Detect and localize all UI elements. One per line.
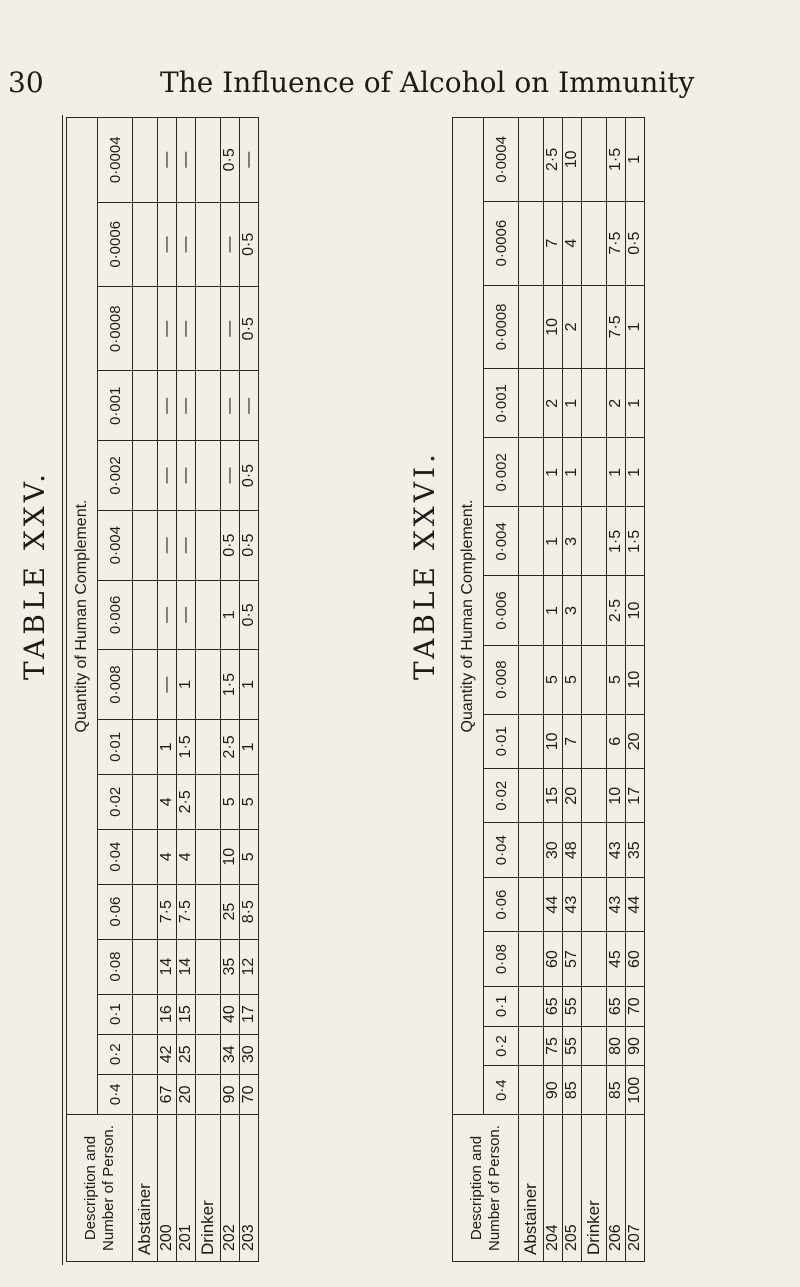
value-cell: 10 — [563, 118, 582, 202]
value-cell: 1 — [544, 438, 563, 507]
value-cell: 5 — [607, 645, 626, 714]
empty-cell — [133, 719, 158, 774]
empty-cell — [582, 118, 607, 202]
empty-cell — [582, 1026, 607, 1066]
group-label: Drinker — [196, 1115, 221, 1262]
person-number: 204 — [544, 1115, 563, 1262]
value-cell: 1·5 — [177, 719, 196, 774]
empty-cell — [133, 118, 158, 203]
complement-table — [452, 117, 645, 1262]
person-number: 200 — [158, 1115, 177, 1262]
page-number: 30 — [8, 66, 44, 99]
value-cell: 90 — [626, 1026, 645, 1066]
value-cell: 16 — [158, 994, 177, 1034]
empty-cell — [133, 287, 158, 371]
value-cell: 20 — [177, 1074, 196, 1114]
value-cell: 55 — [563, 986, 582, 1026]
empty-cell — [133, 580, 158, 650]
empty-cell — [196, 884, 221, 939]
value-cell: 44 — [544, 877, 563, 931]
empty-cell — [196, 829, 221, 884]
value-cell: 7·5 — [158, 884, 177, 939]
empty-cell — [519, 201, 544, 285]
value-cell: — — [158, 287, 177, 371]
value-cell: 2 — [544, 369, 563, 438]
empty-cell — [582, 932, 607, 986]
value-cell: — — [158, 202, 177, 286]
value-cell: — — [221, 287, 240, 371]
value-cell: — — [221, 441, 240, 511]
value-cell: 0·5 — [240, 580, 259, 650]
value-cell: — — [158, 371, 177, 441]
table-row — [240, 118, 259, 1262]
table-row — [563, 118, 582, 1262]
value-cell: 1 — [563, 438, 582, 507]
empty-cell — [133, 441, 158, 511]
value-cell: 10 — [626, 645, 645, 714]
empty-cell — [519, 369, 544, 438]
column-header: 0·001 — [98, 371, 133, 441]
empty-cell — [196, 510, 221, 580]
value-cell: 43 — [607, 823, 626, 877]
value-cell: 6 — [607, 714, 626, 768]
value-cell: 1 — [544, 507, 563, 576]
value-cell: 0·5 — [221, 510, 240, 580]
empty-cell — [582, 714, 607, 768]
value-cell: 2 — [607, 369, 626, 438]
value-cell: 1 — [626, 438, 645, 507]
value-cell: 7 — [563, 714, 582, 768]
value-cell: 1·5 — [626, 507, 645, 576]
empty-cell — [582, 1066, 607, 1115]
value-cell: 57 — [563, 932, 582, 986]
empty-cell — [133, 1074, 158, 1114]
column-header: 0·4 — [484, 1066, 519, 1115]
empty-cell — [582, 201, 607, 285]
empty-cell — [519, 714, 544, 768]
value-cell: 55 — [563, 1026, 582, 1066]
column-header: 0·02 — [484, 769, 519, 823]
column-header: 0·008 — [484, 645, 519, 714]
value-cell: 1 — [158, 719, 177, 774]
value-cell: 1 — [626, 118, 645, 202]
value-cell: 30 — [240, 1034, 259, 1074]
value-cell: 34 — [221, 1034, 240, 1074]
value-cell: 10 — [607, 769, 626, 823]
value-cell: 1 — [607, 438, 626, 507]
value-cell: — — [177, 441, 196, 511]
value-cell: — — [158, 510, 177, 580]
value-cell: 35 — [221, 939, 240, 994]
column-header: 0·0006 — [98, 202, 133, 286]
group-label: Abstainer — [133, 1115, 158, 1262]
value-cell: 70 — [240, 1074, 259, 1114]
value-cell: 80 — [607, 1026, 626, 1066]
value-cell: 5 — [240, 774, 259, 829]
description-header: Description and Number of Person. — [67, 1115, 133, 1262]
empty-cell — [582, 645, 607, 714]
value-cell: 7·5 — [607, 201, 626, 285]
empty-cell — [196, 580, 221, 650]
person-number: 201 — [177, 1115, 196, 1262]
value-cell: 65 — [607, 986, 626, 1026]
empty-cell — [582, 877, 607, 931]
value-cell: 1 — [626, 285, 645, 369]
empty-cell — [582, 576, 607, 645]
value-cell: 20 — [563, 769, 582, 823]
value-cell: 10 — [221, 829, 240, 884]
value-cell: 14 — [177, 939, 196, 994]
column-header: 0·006 — [98, 580, 133, 650]
value-cell: 44 — [626, 877, 645, 931]
value-cell: 60 — [626, 932, 645, 986]
value-cell: 8·5 — [240, 884, 259, 939]
empty-cell — [133, 650, 158, 720]
empty-cell — [196, 202, 221, 286]
value-cell: — — [221, 202, 240, 286]
value-cell: 100 — [626, 1066, 645, 1115]
value-cell: 43 — [563, 877, 582, 931]
value-cell: 35 — [626, 823, 645, 877]
person-number: 207 — [626, 1115, 645, 1262]
quantity-header: Quantity of Human Complement. — [67, 118, 98, 1115]
empty-cell — [133, 939, 158, 994]
empty-cell — [133, 774, 158, 829]
value-cell: 42 — [158, 1034, 177, 1074]
empty-cell — [582, 438, 607, 507]
column-header: 0·004 — [484, 507, 519, 576]
empty-cell — [519, 507, 544, 576]
value-cell: 0·5 — [240, 510, 259, 580]
value-cell: 17 — [626, 769, 645, 823]
value-cell: 48 — [563, 823, 582, 877]
value-cell: 90 — [221, 1074, 240, 1114]
empty-cell — [196, 774, 221, 829]
person-number: 205 — [563, 1115, 582, 1262]
value-cell: 5 — [563, 645, 582, 714]
value-cell: 1 — [240, 719, 259, 774]
value-cell: — — [177, 510, 196, 580]
empty-cell — [133, 202, 158, 286]
value-cell: 20 — [626, 714, 645, 768]
value-cell: 7·5 — [177, 884, 196, 939]
value-cell: 10 — [626, 576, 645, 645]
value-cell: 2·5 — [221, 719, 240, 774]
column-header: 0·06 — [484, 877, 519, 931]
value-cell: 0·5 — [221, 118, 240, 203]
value-cell: 10 — [544, 285, 563, 369]
value-cell: 25 — [177, 1034, 196, 1074]
description-header: Description and Number of Person. — [453, 1115, 519, 1262]
quantity-header: Quantity of Human Complement. — [453, 118, 484, 1115]
value-cell: 2·5 — [177, 774, 196, 829]
value-cell: 10 — [544, 714, 563, 768]
value-cell: 1·5 — [607, 118, 626, 202]
value-cell: 0·5 — [240, 441, 259, 511]
column-header: 0·06 — [98, 884, 133, 939]
column-header: 0·001 — [484, 369, 519, 438]
value-cell: 15 — [177, 994, 196, 1034]
value-cell: 5 — [221, 774, 240, 829]
table-caption: TABLE XXV. — [18, 470, 51, 680]
empty-cell — [519, 576, 544, 645]
empty-cell — [196, 118, 221, 203]
empty-cell — [133, 510, 158, 580]
value-cell: 1 — [177, 650, 196, 720]
table-row — [607, 118, 626, 1262]
value-cell: 15 — [544, 769, 563, 823]
column-header: 0·008 — [98, 650, 133, 720]
value-cell: 1 — [626, 369, 645, 438]
value-cell: 4 — [158, 829, 177, 884]
value-cell: 14 — [158, 939, 177, 994]
empty-cell — [582, 285, 607, 369]
empty-cell — [519, 1026, 544, 1066]
empty-cell — [196, 939, 221, 994]
value-cell: — — [177, 287, 196, 371]
table-row — [221, 118, 240, 1262]
value-cell: 7·5 — [607, 285, 626, 369]
value-cell: 17 — [240, 994, 259, 1034]
empty-cell — [582, 986, 607, 1026]
empty-cell — [582, 769, 607, 823]
table-row — [544, 118, 563, 1262]
empty-cell — [196, 287, 221, 371]
value-cell: — — [240, 371, 259, 441]
empty-cell — [519, 1066, 544, 1115]
person-number: 206 — [607, 1115, 626, 1262]
table-row — [626, 118, 645, 1262]
empty-cell — [196, 371, 221, 441]
empty-cell — [519, 986, 544, 1026]
value-cell: — — [158, 650, 177, 720]
value-cell: 0·5 — [240, 202, 259, 286]
value-cell: 30 — [544, 823, 563, 877]
value-cell: 67 — [158, 1074, 177, 1114]
column-header: 0·4 — [98, 1074, 133, 1114]
empty-cell — [519, 769, 544, 823]
value-cell: 2 — [563, 285, 582, 369]
value-cell: 65 — [544, 986, 563, 1026]
value-cell: 1 — [221, 580, 240, 650]
value-cell: — — [177, 202, 196, 286]
value-cell: 5 — [544, 645, 563, 714]
empty-cell — [133, 994, 158, 1034]
column-header: 0·04 — [98, 829, 133, 884]
empty-cell — [582, 369, 607, 438]
table-row — [158, 118, 177, 1262]
value-cell: 4 — [158, 774, 177, 829]
value-cell: 2·5 — [544, 118, 563, 202]
column-header: 0·1 — [484, 986, 519, 1026]
person-number: 203 — [240, 1115, 259, 1262]
value-cell: — — [221, 371, 240, 441]
group-label: Drinker — [582, 1115, 607, 1262]
value-cell: 85 — [563, 1066, 582, 1115]
empty-cell — [582, 507, 607, 576]
empty-cell — [582, 823, 607, 877]
table-row — [177, 118, 196, 1262]
column-header: 0·2 — [484, 1026, 519, 1066]
empty-cell — [519, 877, 544, 931]
empty-cell — [196, 1034, 221, 1074]
column-header: 0·01 — [484, 714, 519, 768]
value-cell: — — [158, 441, 177, 511]
column-header: 0·08 — [484, 932, 519, 986]
column-header: 0·01 — [98, 719, 133, 774]
column-header: 0·0004 — [484, 118, 519, 202]
value-cell: — — [177, 371, 196, 441]
value-cell: 4 — [563, 201, 582, 285]
value-cell: 60 — [544, 932, 563, 986]
empty-cell — [133, 1034, 158, 1074]
empty-cell — [519, 645, 544, 714]
empty-cell — [133, 371, 158, 441]
running-title: The Influence of Alcohol on Immunity — [160, 66, 695, 99]
value-cell: 45 — [607, 932, 626, 986]
value-cell: 0·5 — [626, 201, 645, 285]
column-header: 0·04 — [484, 823, 519, 877]
column-header: 0·1 — [98, 994, 133, 1034]
column-header: 0·02 — [98, 774, 133, 829]
value-cell: 40 — [221, 994, 240, 1034]
person-number: 202 — [221, 1115, 240, 1262]
column-header: 0·002 — [98, 441, 133, 511]
value-cell: 3 — [563, 507, 582, 576]
group-label: Abstainer — [519, 1115, 544, 1262]
value-cell: 1 — [563, 369, 582, 438]
empty-cell — [519, 438, 544, 507]
value-cell: 25 — [221, 884, 240, 939]
value-cell: 1 — [240, 650, 259, 720]
value-cell: 5 — [240, 829, 259, 884]
empty-cell — [133, 884, 158, 939]
column-header: 0·006 — [484, 576, 519, 645]
value-cell: 85 — [607, 1066, 626, 1115]
value-cell: 1·5 — [607, 507, 626, 576]
column-header: 0·0004 — [98, 118, 133, 203]
value-cell: — — [240, 118, 259, 203]
complement-table — [66, 117, 259, 1262]
column-header: 0·0008 — [98, 287, 133, 371]
column-header: 0·002 — [484, 438, 519, 507]
column-header: 0·004 — [98, 510, 133, 580]
header-rule-left — [62, 115, 63, 1265]
value-cell: 75 — [544, 1026, 563, 1066]
value-cell: 2·5 — [607, 576, 626, 645]
value-cell: 3 — [563, 576, 582, 645]
empty-cell — [196, 1074, 221, 1114]
value-cell: — — [158, 580, 177, 650]
value-cell: 1·5 — [221, 650, 240, 720]
column-header: 0·0006 — [484, 201, 519, 285]
value-cell: 4 — [177, 829, 196, 884]
value-cell: 70 — [626, 986, 645, 1026]
empty-cell — [519, 285, 544, 369]
empty-cell — [196, 441, 221, 511]
empty-cell — [519, 932, 544, 986]
empty-cell — [196, 994, 221, 1034]
empty-cell — [133, 829, 158, 884]
value-cell: 90 — [544, 1066, 563, 1115]
empty-cell — [196, 719, 221, 774]
value-cell: 12 — [240, 939, 259, 994]
value-cell: — — [177, 118, 196, 203]
empty-cell — [519, 118, 544, 202]
empty-cell — [196, 650, 221, 720]
value-cell: — — [177, 580, 196, 650]
value-cell: 7 — [544, 201, 563, 285]
value-cell: 1 — [544, 576, 563, 645]
value-cell: — — [158, 118, 177, 203]
empty-cell — [519, 823, 544, 877]
value-cell: 43 — [607, 877, 626, 931]
value-cell: 0·5 — [240, 287, 259, 371]
column-header: 0·2 — [98, 1034, 133, 1074]
table-caption: TABLE XXVI. — [408, 450, 441, 680]
column-header: 0·08 — [98, 939, 133, 994]
column-header: 0·0008 — [484, 285, 519, 369]
